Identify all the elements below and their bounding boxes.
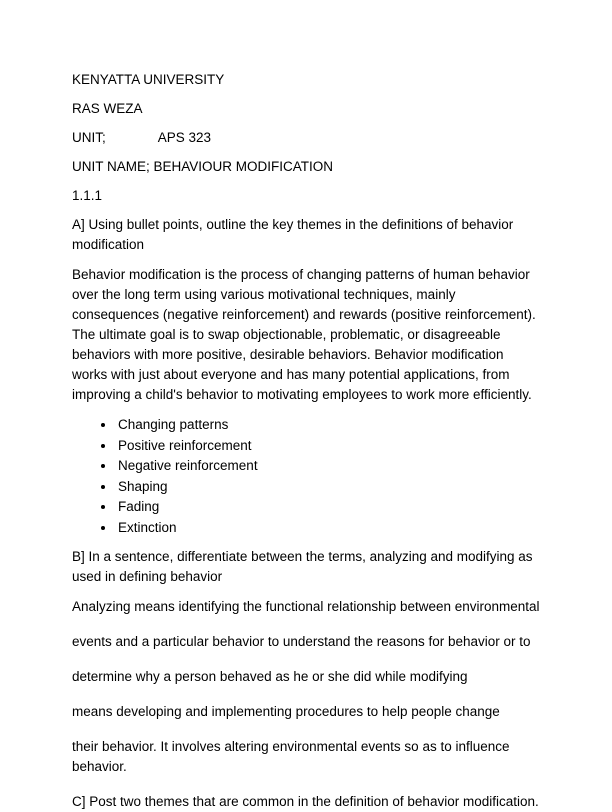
question-b: B] In a sentence, differentiate between the terms, analyzing and modifying as used in defining behavior [72,549,533,584]
author-name: RAS WEZA [72,101,143,116]
list-item: • Positive reinforcement [116,436,540,456]
list-item: • Changing patterns [116,415,540,435]
question-a: A] Using bullet points, outline the key themes in the definitions of behavior modification [72,217,514,252]
answer-b-line: events and a particular behavior to understand the reasons for behavior or to [72,634,531,649]
unit-line [72,128,540,148]
university-name: KENYATTA UNIVERSITY [72,72,225,87]
key-themes-list [72,415,540,537]
answer-b-line: Analyzing means identifying the functional relationship between environmental [72,599,540,614]
section-number: 1.1.1 [72,188,103,203]
list-item: • Negative reinforcement [116,456,540,476]
unit-label: UNIT; [72,130,106,145]
list-item: • Fading [116,497,540,517]
answer-b-line: their behavior. It involves altering environmental events so as to influence behavior. [72,739,510,774]
paragraph-a: Behavior modification is the process of changing patterns of human behavior over the long term using various motivational techniques, mainly consequences (negative reinforcement) and rewards (positive reinforcement). The ultimate goal is to swap objectionable, problematic, or disagreeable behaviors with more positive, desirable behaviors. Behavior modification works with just about everyone and has many potential applications, from improving a child's behavior to motivating employees to work more efficiently. [72,267,536,402]
unit-name-line: UNIT NAME; BEHAVIOUR MODIFICATION [72,159,334,174]
list-item: • Extinction [116,518,540,538]
list-item: • Shaping [116,477,540,497]
answer-b-line: means developing and implementing procedures to help people change [72,704,500,719]
unit-code: APS 323 [157,130,212,145]
question-c: C] Post two themes that are common in the definition of behavior modification. [72,794,539,809]
answer-b-line: determine why a person behaved as he or she did while modifying [72,669,468,684]
